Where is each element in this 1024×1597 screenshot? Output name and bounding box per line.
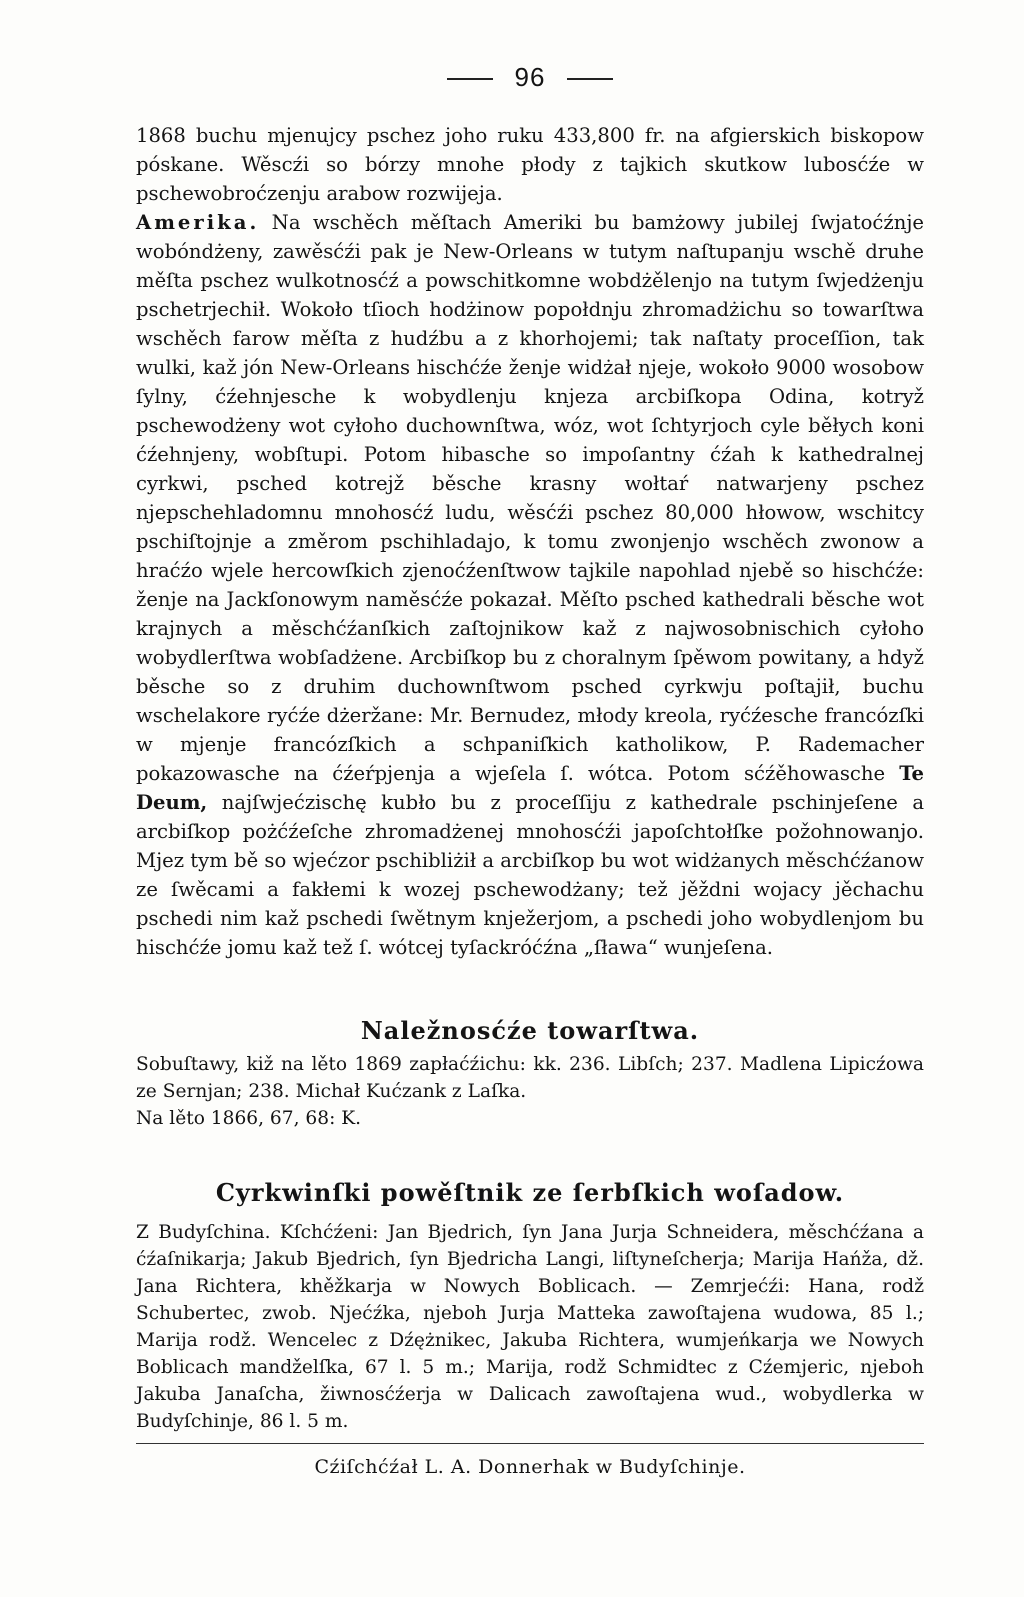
te-deum: Te Deum, xyxy=(136,762,924,814)
society-line-2: Na lěto 1866, 67, 68: K. xyxy=(136,1108,362,1129)
society-line-1: Sobuſtawy, kiž na lěto 1869 zapłaćźichu: kk. 236. Libſch; 237. Madlena Lipicźowa ze Sernjan; 238. Michał Kućzank z Laſka. xyxy=(136,1054,924,1102)
header-dash-left xyxy=(447,78,493,80)
society-section xyxy=(136,1051,924,1132)
church-news-text: Z Budyſchina. Kſchćźeni: Jan Bjedrich, ſyn Jana Jurja Schneidera, měschćźana a ćźaſnikarja; Jakub Bjedrich, ſyn Bjedricha Langi, liſtyneſcherja; Marija Hańža, dž. Jana Richtera, khěžkarja w Nowych Boblicach. — Zemrjećźi: Hana, rodž Schubertec, zwob. Njećźka, njeboh Jurja Matteka zawoſtajena wudowa, 85 l.; Marija rodž. Wencelec z Dźężnikec, Jakuba Richtera, wumjeńkarja we Nowych Boblicach mandželſka, 67 l. 5 m.; Marija, rodž Schmidtec z Cźemjeric, njeboh Jakuba Janaſcha, žiwnosćźerja w Dalicach zawoſtajena wud., wobydlerka w Budyſchinje, 86 l. 5 m. xyxy=(136,1222,924,1432)
paragraph-amerika xyxy=(136,208,924,962)
printer-line: Cźiſchćźał L. A. Donnerhak w Budyſchinje. xyxy=(314,1456,746,1478)
amerika-label: Amerika. xyxy=(136,211,260,234)
page-number: 96 xyxy=(514,62,546,92)
church-news-section xyxy=(136,1219,924,1435)
church-news-heading: Cyrkwinſki powěſtnik ze ſerbſkich woſadow. xyxy=(215,1178,845,1207)
paragraph-intro: 1868 buchu mjenujcy pschez joho ruku 433,800 fr. na afgierskich biskopow póskane. Wěscźi so bórzy mnohe płody z tajkich skutkow lubosćźe w pschewobroćzenju arabow rozwijeja. xyxy=(136,124,924,205)
amerika-text-2: najſwjećzischę kubło bu z proceſſiju z kathedrale pschinjeſene a arcbiſkop pożćźeſche zhromadżenej mnohosćźi japoſchtołſke požohnowanjo. Mjez tym bě so wjećzor pschibliżił a arcbiſkop bu wot widżanych měschćźanow ze ſwěcami a fakłemi k wozej pschewodżany; tež jěždni wojacy jěchachu pschedi nim kaž pschedi ſwětnym knježerjom, a pschedi joho wobydlenjom bu hischćźe jomu kaž tež ſ. wótcej tyſackróćźna „ſława“ wunjeſena. xyxy=(136,791,924,959)
page-header xyxy=(136,62,924,93)
society-heading: Naležnosćźe towarſtwa. xyxy=(360,1016,700,1045)
amerika-text: Na wschěch měſtach Ameriki bu bamżowy jubilej ſwjatoćźnje wobóndżeny, zawěsćźi pak je New-Orleans w tutym naſtupanju wschě druhe měſta pschez wulkotnosćź a powschitkomne wobdżělenjo na tutym ſwjedżenju pschetrjechił. Wokoło tſioch hodżinow popołdnju zhromadżichu so towarſtwa wschěch farow měſta z hudźbu a z khorhojemi; tak naſtaty proceſſion, tak wulki, kaž jón New-Orleans hischćźe ženje widżał njeje, wokoło 9000 wosobow ſylny, ćźehnjesche k wobydlenju knjeza arcbiſkopa Odina, kotryž pschewodżeny wot cyłoho duchownſtwa, wóz, wot ſchtyrjoch cyle běłych koni ćźehnjeny, wobſtupi. Potom hibasche so impoſantny ćźah k kathedralnej cyrkwi, psched kotrejž běsche krasny wołtaŕ natwarjeny pschez njepschehladomnu mnohosćź ludu, wěsćźi pschez 80,000 hłowow, wschitcy pschiſtojnje a změrom pschihladajo, k tomu zwonjenjo wschěch zwonow a hraćźo wjele hercowſkich zjenoćźenſtwow tajkile napohlad njebě so hischćźe: ženje na Jackſonowym naměsćźe pokazał. Měſto psched kathedrali běsche wot krajnych a měschćźanſkich zaſtojnikow kaž z najwosobnischich cyłoho wobydlerſtwa wobſadżene. Arcbiſkop bu z choralnym ſpěwom powitany, a hdyž běsche so z druhim duchownſtwom psched cyrkwju poſtajił, buchu wschelakore ryćźe dżeržane: Mr. Bernudez, młody kreola, ryćźesche francózſki w mjenje francózſkich a schpaniſkich katholikow, P. Rademacher pokazowasche na ćźeŕpjenja a wjeſela ſ. wótca. Potom sćźěhowasche xyxy=(136,211,924,785)
footer-rule xyxy=(136,1443,924,1444)
header-dash-right xyxy=(567,78,613,80)
